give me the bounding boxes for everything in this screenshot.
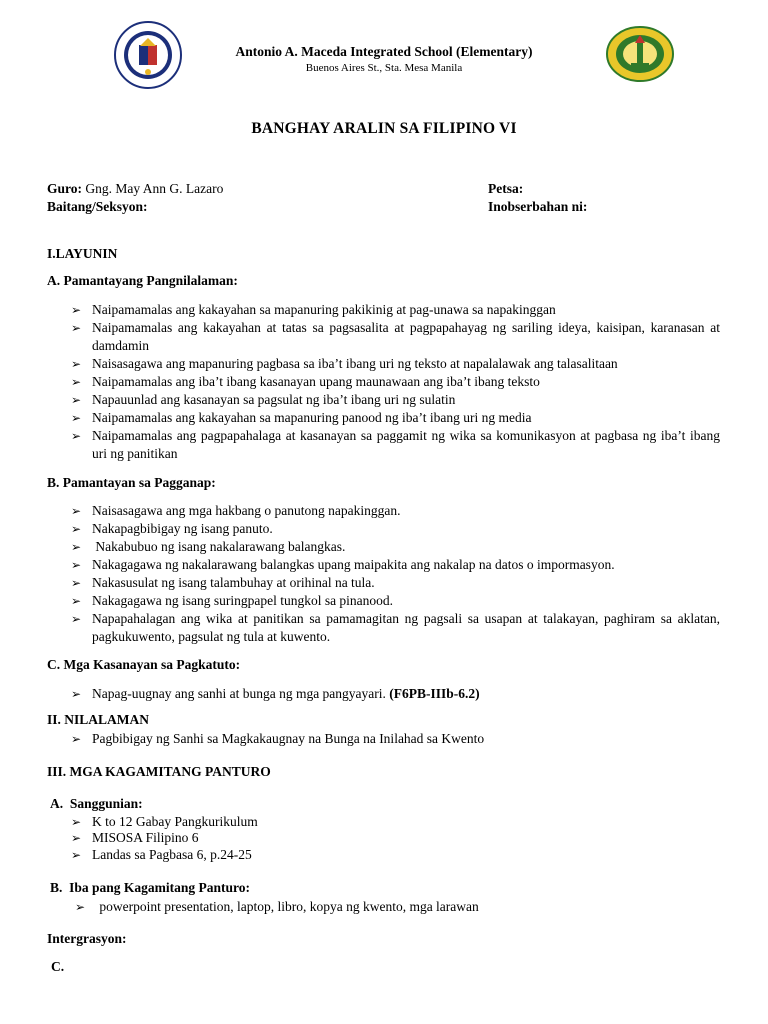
list-item: ➢ Nakagagawa ng isang suringpapel tungkol sa pinanood. bbox=[71, 593, 394, 608]
list-item: ➢ Nakasusulat ng isang talambuhay at orihinal na tula. bbox=[71, 575, 375, 590]
list-item: ➢ K to 12 Gabay Pangkurikulum bbox=[71, 814, 258, 829]
pagganap-list bbox=[71, 502, 720, 646]
list-item: ➢ Nakagagawa ng nakalarawang balangkas upang maipakita ang nakalap na datos o impormasyon. bbox=[71, 557, 615, 572]
petsa-line bbox=[488, 181, 523, 197]
intergrasyon-heading: Intergrasyon: bbox=[47, 931, 127, 946]
iba-pang-kagamitan-heading: B. Iba pang Kagamitang Panturo: bbox=[50, 880, 251, 895]
list-item: ➢ Naipamamalas ang pagpapahalaga at kasanayan sa paggamit ng wika sa komunikasyon at pagbasa ng iba’t ibang uri ng panitikan bbox=[71, 428, 720, 461]
baitang-label: Baitang/Seksyon: bbox=[47, 199, 148, 214]
list-item: ➢ Nakapagbibigay ng isang panuto. bbox=[71, 521, 273, 536]
petsa-label: Petsa: bbox=[488, 181, 524, 196]
nilalaman-heading: II. NILALAMAN bbox=[47, 712, 150, 727]
list-item: ➢ Pagbibigay ng Sanhi sa Magkakaugnay na Bunga na Inilahad sa Kwento bbox=[71, 731, 485, 746]
section-c-heading: C. bbox=[51, 959, 65, 974]
document-title: BANGHAY ARALIN SA FILIPINO VI bbox=[251, 120, 517, 137]
list-item: ➢ Napag-uugnay ang sanhi at bunga ng mga pangyayari. (F6PB-IIIb-6.2) bbox=[71, 686, 480, 701]
list-item: ➢ Napauunlad ang kasanayan sa pagsulat ng iba’t ibang uri ng sulatin bbox=[71, 392, 456, 407]
list-item: ➢ powerpoint presentation, laptop, libro, kopya ng kwento, mga larawan bbox=[75, 899, 479, 914]
kagamitang-panturo-heading: III. MGA KAGAMITANG PANTURO bbox=[47, 764, 271, 779]
inobserbahan-label: Inobserbahan ni: bbox=[488, 199, 588, 214]
school-address: Buenos Aires St., Sta. Mesa Manila bbox=[305, 62, 463, 74]
list-item: ➢ Naisasagawa ang mapanuring pagbasa sa iba’t ibang uri ng teksto at napalalawak ang talasalitaan bbox=[71, 356, 618, 371]
school-name: Antonio A. Maceda Integrated School (Elementary) bbox=[235, 44, 533, 59]
list-item: ➢ Napapahalagan ang wika at panitikan sa pamamagitan ng pagsali sa usapan at talakayan, paghiram sa aklatan, pagkukuwento, pagsulat ng tula at kuwento. bbox=[71, 611, 720, 644]
list-item: ➢ Nakabubuo ng isang nakalarawang balangkas. bbox=[71, 539, 346, 554]
list-item: ➢ Naipamamalas ang kakayahan sa mapanuring pakikinig at pag-unawa sa napakinggan bbox=[71, 302, 556, 317]
list-item: ➢ Naipamamalas ang kakayahan sa mapanuring panood ng iba’t ibang uri ng media bbox=[71, 410, 532, 425]
list-item: ➢ MISOSA Filipino 6 bbox=[71, 830, 199, 845]
inobserbahan-line bbox=[488, 199, 587, 215]
competency-code: (F6PB-IIIb-6.2) bbox=[389, 686, 480, 701]
list-item: ➢ Naipamamalas ang kakayahan at tatas sa pagsasalita at pagpapahayag ng sariling ideya, kaisipan, karanasan at damdamin bbox=[71, 320, 720, 353]
sanggunian-heading: A. Sanggunian: bbox=[50, 796, 143, 811]
school-seal-icon bbox=[605, 25, 675, 83]
guro-label: Guro: bbox=[47, 181, 83, 196]
mga-kasanayan-heading: C. Mga Kasanayan sa Pagkatuto: bbox=[47, 657, 241, 672]
sanggunian-list bbox=[71, 813, 720, 864]
kasanayan-list bbox=[71, 685, 720, 703]
list-item: ➢ Naisasagawa ang mga hakbang o panutong napakinggan. bbox=[71, 503, 401, 518]
guro-value: Gng. May Ann G. Lazaro bbox=[82, 181, 224, 196]
guro-line bbox=[47, 181, 223, 197]
pangnilalaman-list bbox=[71, 301, 720, 463]
pamantayang-pangnilalaman-heading: A. Pamantayang Pangnilalaman: bbox=[47, 273, 238, 288]
pamantayan-sa-pagganap-heading: B. Pamantayan sa Pagganap: bbox=[47, 475, 216, 490]
layunin-heading: I.LAYUNIN bbox=[47, 246, 118, 261]
baitang-line bbox=[47, 199, 148, 215]
list-item: ➢ Naipamamalas ang iba’t ibang kasanayan upang maunawaan ang iba’t ibang teksto bbox=[71, 374, 540, 389]
list-item: ➢ Landas sa Pagbasa 6, p.24-25 bbox=[71, 847, 252, 862]
nilalaman-list bbox=[71, 730, 720, 748]
iba-pang-kagamitan-list bbox=[75, 898, 724, 916]
